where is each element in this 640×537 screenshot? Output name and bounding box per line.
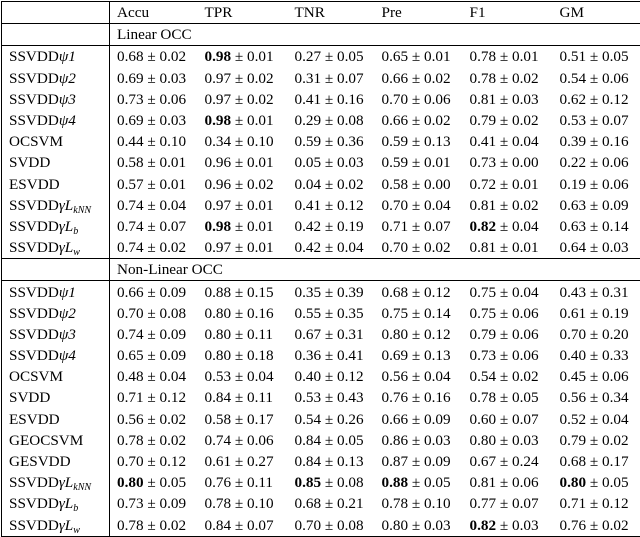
table-row [2,493,640,514]
method-name: SVDD [2,152,110,173]
metric-cell: 0.78 ± 0.02 [110,430,198,451]
metric-cell: 0.72 ± 0.01 [463,174,553,195]
method-name: SSVDDψ4 [2,345,110,366]
metric-cell: 0.88 ± 0.15 [198,281,288,303]
metric-cell: 0.87 ± 0.09 [375,451,463,472]
method-name: GEOCSVM [2,430,110,451]
metric-cell: 0.53 ± 0.07 [553,110,640,131]
metric-cell: 0.80 ± 0.12 [375,324,463,345]
metric-cell: 0.97 ± 0.02 [198,89,288,110]
metric-cell: 0.58 ± 0.00 [375,174,463,195]
metric-cell: 0.70 ± 0.08 [288,515,375,537]
table-row [2,303,640,324]
metric-cell: 0.59 ± 0.01 [375,152,463,173]
metric-cell: 0.42 ± 0.19 [288,216,375,237]
table-row [2,345,640,366]
table-row [2,68,640,89]
table-row [2,216,640,237]
metric-cell: 0.41 ± 0.12 [288,195,375,216]
metric-cell: 0.84 ± 0.13 [288,451,375,472]
method-name: ESVDD [2,174,110,195]
metric-cell: 0.53 ± 0.43 [288,387,375,408]
metric-cell: 0.55 ± 0.35 [288,303,375,324]
method-name: SSVDDγL$_w$ [2,515,110,537]
method-name: SSVDDψ1 [2,281,110,303]
metric-cell: 0.54 ± 0.02 [463,366,553,387]
metric-cell: 0.34 ± 0.10 [198,131,288,152]
metric-cell: 0.65 ± 0.01 [375,46,463,68]
metric-cell: 0.43 ± 0.31 [553,281,640,303]
metric-cell: 0.88 ± 0.05 [375,472,463,493]
metric-cell: 0.48 ± 0.04 [110,366,198,387]
table-row [2,110,640,131]
metric-cell: 0.41 ± 0.16 [288,89,375,110]
metric-cell: 0.45 ± 0.06 [553,366,640,387]
table-row [2,89,640,110]
method-name: SSVDDγL$_{kNN}$ [2,195,110,216]
metric-cell: 0.77 ± 0.07 [463,493,553,514]
metric-cell: 0.59 ± 0.13 [375,131,463,152]
header-tpr: TPR [198,2,288,24]
metric-cell: 0.66 ± 0.02 [375,110,463,131]
table-row [2,430,640,451]
metric-cell: 0.71 ± 0.07 [375,216,463,237]
table-row [2,174,640,195]
metric-cell: 0.29 ± 0.08 [288,110,375,131]
metric-cell: 0.65 ± 0.09 [110,345,198,366]
metric-cell: 0.73 ± 0.00 [463,152,553,173]
metric-cell: 0.69 ± 0.13 [375,345,463,366]
metric-cell: 0.96 ± 0.01 [198,152,288,173]
metric-cell: 0.27 ± 0.05 [288,46,375,68]
table-row [2,409,640,430]
metric-cell: 0.74 ± 0.07 [110,216,198,237]
metric-cell: 0.66 ± 0.09 [110,281,198,303]
metric-cell: 0.63 ± 0.09 [553,195,640,216]
header-gm: GM [553,2,640,24]
metric-cell: 0.82 ± 0.04 [463,216,553,237]
table-row [2,152,640,173]
metric-cell: 0.81 ± 0.06 [463,472,553,493]
metric-cell: 0.52 ± 0.04 [553,409,640,430]
metric-cell: 0.86 ± 0.03 [375,430,463,451]
metric-cell: 0.68 ± 0.02 [110,46,198,68]
metric-cell: 0.64 ± 0.03 [553,237,640,259]
table-body [2,24,640,537]
method-name: SSVDDψ3 [2,89,110,110]
metric-cell: 0.42 ± 0.04 [288,237,375,259]
metric-cell: 0.59 ± 0.36 [288,131,375,152]
metric-cell: 0.56 ± 0.04 [375,366,463,387]
metric-cell: 0.62 ± 0.12 [553,89,640,110]
metric-cell: 0.39 ± 0.16 [553,131,640,152]
header-pre: Pre [375,2,463,24]
metric-cell: 0.68 ± 0.17 [553,451,640,472]
metric-cell: 0.54 ± 0.26 [288,409,375,430]
metric-cell: 0.61 ± 0.19 [553,303,640,324]
metric-cell: 0.70 ± 0.12 [110,451,198,472]
metric-cell: 0.78 ± 0.02 [110,515,198,537]
metric-cell: 0.81 ± 0.02 [463,195,553,216]
results-table [1,1,640,537]
metric-cell: 0.76 ± 0.11 [198,472,288,493]
metric-cell: 0.71 ± 0.12 [553,493,640,514]
header-tnr: TNR [288,2,375,24]
metric-cell: 0.73 ± 0.06 [463,345,553,366]
metric-cell: 0.05 ± 0.03 [288,152,375,173]
metric-cell: 0.80 ± 0.03 [463,430,553,451]
method-name: OCSVM [2,131,110,152]
method-name: SSVDDψ2 [2,68,110,89]
metric-cell: 0.53 ± 0.04 [198,366,288,387]
metric-cell: 0.56 ± 0.02 [110,409,198,430]
metric-cell: 0.84 ± 0.05 [288,430,375,451]
section-title: Linear OCC [110,24,640,46]
metric-cell: 0.79 ± 0.02 [553,430,640,451]
metric-cell: 0.70 ± 0.06 [375,89,463,110]
table-row [2,515,640,537]
header-accu: Accu [110,2,198,24]
method-name: SSVDDψ1 [2,46,110,68]
metric-cell: 0.76 ± 0.02 [553,515,640,537]
metric-cell: 0.74 ± 0.02 [110,237,198,259]
table-row [2,281,640,303]
metric-cell: 0.80 ± 0.05 [553,472,640,493]
metric-cell: 0.80 ± 0.11 [198,324,288,345]
metric-cell: 0.74 ± 0.06 [198,430,288,451]
metric-cell: 0.80 ± 0.03 [375,515,463,537]
metric-cell: 0.80 ± 0.18 [198,345,288,366]
table-row [2,324,640,345]
metric-cell: 0.60 ± 0.07 [463,409,553,430]
method-name: SSVDDψ2 [2,303,110,324]
metric-cell: 0.61 ± 0.27 [198,451,288,472]
method-name: SVDD [2,387,110,408]
method-name: SSVDDγL$_{kNN}$ [2,472,110,493]
metric-cell: 0.84 ± 0.07 [198,515,288,537]
metric-cell: 0.81 ± 0.03 [463,89,553,110]
metric-cell: 0.04 ± 0.02 [288,174,375,195]
metric-cell: 0.69 ± 0.03 [110,110,198,131]
table-row [2,387,640,408]
metric-cell: 0.58 ± 0.01 [110,152,198,173]
metric-cell: 0.75 ± 0.14 [375,303,463,324]
method-name: SSVDDψ3 [2,324,110,345]
metric-cell: 0.98 ± 0.01 [198,110,288,131]
metric-cell: 0.54 ± 0.06 [553,68,640,89]
section-title: Non-Linear OCC [110,259,640,281]
table-row [2,46,640,68]
metric-cell: 0.66 ± 0.02 [375,68,463,89]
metric-cell: 0.81 ± 0.01 [463,237,553,259]
metric-cell: 0.98 ± 0.01 [198,46,288,68]
metric-cell: 0.36 ± 0.41 [288,345,375,366]
metric-cell: 0.74 ± 0.09 [110,324,198,345]
metric-cell: 0.78 ± 0.05 [463,387,553,408]
method-name: SSVDDγL$_b$ [2,493,110,514]
method-name: SSVDDψ4 [2,110,110,131]
metric-cell: 0.70 ± 0.04 [375,195,463,216]
table-row [2,131,640,152]
metric-cell: 0.66 ± 0.09 [375,409,463,430]
metric-cell: 0.58 ± 0.17 [198,409,288,430]
metric-cell: 0.71 ± 0.12 [110,387,198,408]
metric-cell: 0.75 ± 0.06 [463,303,553,324]
metric-cell: 0.79 ± 0.02 [463,110,553,131]
metric-cell: 0.19 ± 0.06 [553,174,640,195]
metric-cell: 0.69 ± 0.03 [110,68,198,89]
metric-cell: 0.76 ± 0.16 [375,387,463,408]
method-name: SSVDDγL$_w$ [2,237,110,259]
metric-cell: 0.51 ± 0.05 [553,46,640,68]
method-name: OCSVM [2,366,110,387]
metric-cell: 0.74 ± 0.04 [110,195,198,216]
metric-cell: 0.67 ± 0.24 [463,451,553,472]
metric-cell: 0.57 ± 0.01 [110,174,198,195]
metric-cell: 0.31 ± 0.07 [288,68,375,89]
metric-cell: 0.67 ± 0.31 [288,324,375,345]
method-name: SSVDDγL$_b$ [2,216,110,237]
section-label-spacer [2,24,110,46]
metric-cell: 0.98 ± 0.01 [198,216,288,237]
metric-cell: 0.63 ± 0.14 [553,216,640,237]
metric-cell: 0.40 ± 0.33 [553,345,640,366]
header-f1: F1 [463,2,553,24]
table-row [2,472,640,493]
corner-header-cell [2,2,110,24]
table-row [2,195,640,216]
metric-cell: 0.97 ± 0.01 [198,195,288,216]
metric-cell: 0.96 ± 0.02 [198,174,288,195]
metric-cell: 0.73 ± 0.06 [110,89,198,110]
metric-cell: 0.70 ± 0.20 [553,324,640,345]
table-row [2,237,640,259]
table-row [2,451,640,472]
metric-cell: 0.70 ± 0.08 [110,303,198,324]
metric-cell: 0.79 ± 0.06 [463,324,553,345]
metric-cell: 0.35 ± 0.39 [288,281,375,303]
metric-cell: 0.40 ± 0.12 [288,366,375,387]
metric-cell: 0.78 ± 0.01 [463,46,553,68]
method-name: ESVDD [2,409,110,430]
metric-cell: 0.97 ± 0.01 [198,237,288,259]
metric-cell: 0.22 ± 0.06 [553,152,640,173]
metric-cell: 0.68 ± 0.12 [375,281,463,303]
metric-cell: 0.70 ± 0.02 [375,237,463,259]
metric-cell: 0.85 ± 0.08 [288,472,375,493]
metric-cell: 0.56 ± 0.34 [553,387,640,408]
metric-cell: 0.78 ± 0.10 [198,493,288,514]
metric-cell: 0.97 ± 0.02 [198,68,288,89]
metric-cell: 0.41 ± 0.04 [463,131,553,152]
metric-cell: 0.78 ± 0.10 [375,493,463,514]
metric-cell: 0.68 ± 0.21 [288,493,375,514]
metric-cell: 0.84 ± 0.11 [198,387,288,408]
table-row [2,366,640,387]
metric-cell: 0.44 ± 0.10 [110,131,198,152]
method-name: GESVDD [2,451,110,472]
metric-cell: 0.80 ± 0.16 [198,303,288,324]
metric-cell: 0.78 ± 0.02 [463,68,553,89]
metric-cell: 0.82 ± 0.03 [463,515,553,537]
metric-cell: 0.73 ± 0.09 [110,493,198,514]
metric-cell: 0.80 ± 0.05 [110,472,198,493]
section-label-spacer [2,259,110,281]
metric-cell: 0.75 ± 0.04 [463,281,553,303]
